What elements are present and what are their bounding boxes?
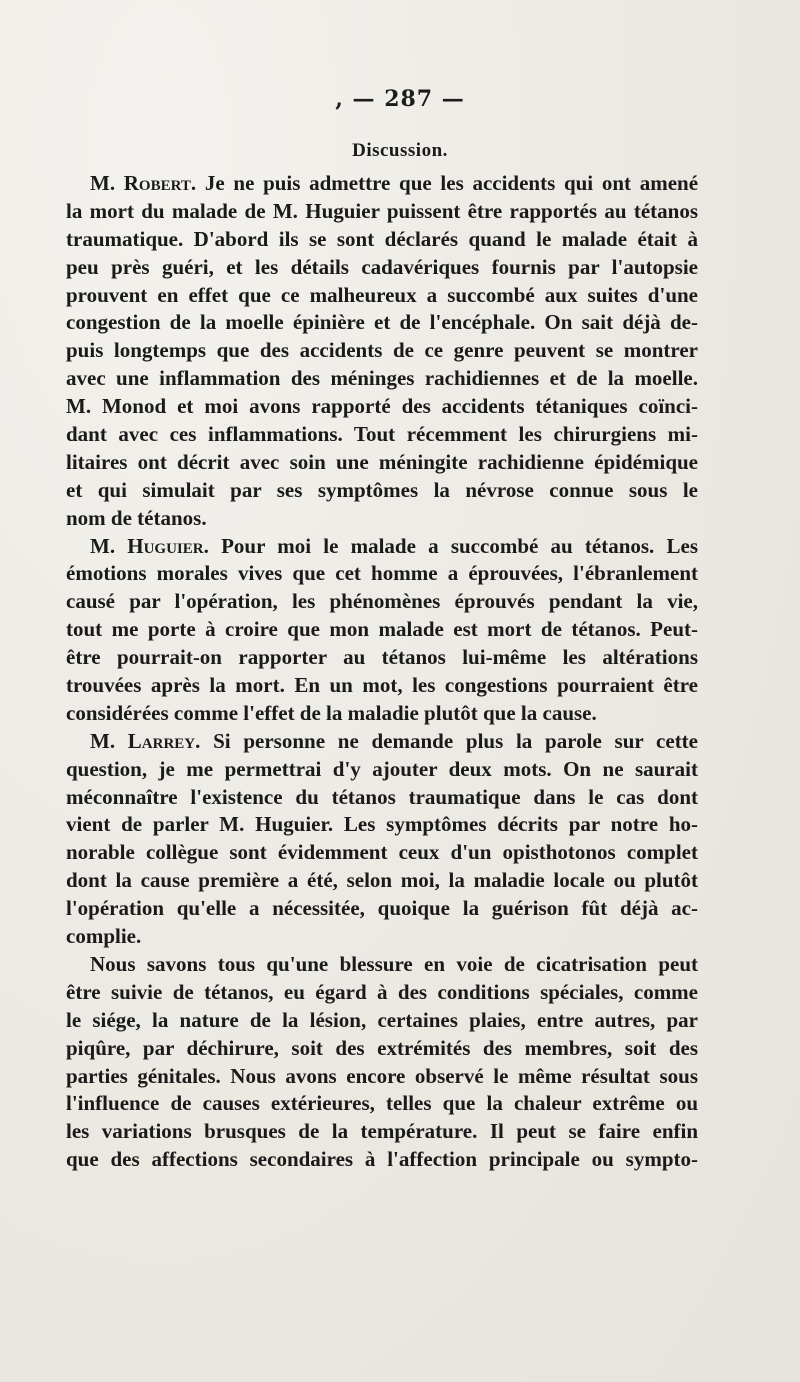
body-text — [66, 170, 698, 1174]
section-heading: Discussion. — [352, 140, 448, 161]
text-line: être pourrait-on rapporter au tétanos lui-même les altérations — [66, 645, 698, 670]
text-line: litaires ont décrit avec soin une méningite rachidienne épidémique — [66, 449, 698, 474]
text-line: le siége, la nature de la lésion, certaines plaies, entre autres, par — [66, 1007, 698, 1032]
text-line: la mort du malade de M. Huguier puissent être rapportés au tétanos — [66, 198, 698, 223]
text-line: dont la cause première a été, selon moi, la maladie locale ou plutôt — [66, 868, 698, 893]
paragraph-larrey — [66, 728, 698, 951]
text-line: les variations brusques de la température. Il peut se faire enfin — [66, 1119, 698, 1144]
text-line: complie. — [66, 924, 142, 949]
text-line: causé par l'opération, les phénomènes éprouvés pendant la vie, — [66, 589, 698, 614]
text-line: Nous savons tous qu'une blessure en voie de cicatrisation peut — [90, 951, 698, 976]
text-line: avec une inflammation des méninges rachidiennes et de la moelle. — [66, 366, 698, 391]
text-line: piqûre, par déchirure, soit des extrémités des membres, soit des — [66, 1035, 698, 1060]
text-line: M. Monod et moi avons rapporté des accidents tétaniques coïnci- — [66, 394, 698, 419]
speaker-name: M. Huguier. — [90, 533, 209, 558]
text-line: traumatique. D'abord ils se sont déclarés quand le malade était à — [66, 226, 698, 251]
text-line: trouvées après la mort. En un mot, les congestions pourraient être — [66, 673, 698, 698]
text-line: considérées comme l'effet de la maladie plutôt que la cause. — [66, 700, 597, 725]
text-line: être suivie de tétanos, eu égard à des conditions spéciales, comme — [66, 979, 698, 1004]
text-line: et qui simulait par ses symptômes la névrose connue sous le — [66, 477, 698, 502]
text-line: l'influence de causes extérieures, telles que la chaleur extrême ou — [66, 1091, 698, 1116]
text-line: M. Huguier. Pour moi le malade a succombé au tétanos. Les — [90, 533, 698, 558]
text-line: dant avec ces inflammations. Tout récemment les chirurgiens mi- — [66, 422, 698, 447]
speaker-name: M. Robert. — [90, 171, 197, 195]
text-line: nom de tétanos. — [66, 505, 207, 530]
paragraph-continuation — [66, 951, 698, 1174]
paragraph-huguier — [66, 533, 698, 728]
text-line: congestion de la moelle épinière et de l'encéphale. On sait déjà de- — [66, 310, 698, 335]
text-line: puis longtemps que des accidents de ce genre peuvent se montrer — [66, 338, 698, 363]
page-number: , — 287 — — [335, 86, 465, 112]
text-line: émotions morales vives que cet homme a éprouvées, l'ébranlement — [66, 561, 698, 586]
speaker-name: M. Larrey. — [90, 728, 201, 753]
text-line: l'opération qu'elle a nécessitée, quoique la guérison fût déjà ac- — [66, 896, 698, 921]
text-line: peu près guéri, et les détails cadavériques fournis par l'autopsie — [66, 254, 698, 279]
text-line: M. Robert. Je ne puis admettre que les accidents qui ont amené — [90, 171, 699, 195]
text-line: prouvent en effet que ce malheureux a succombé aux suites d'une — [66, 282, 698, 307]
text-line: M. Larrey. Si personne ne demande plus la parole sur cette — [90, 728, 699, 753]
text-line: question, je me permettrai d'y ajouter deux mots. On ne saurait — [66, 756, 698, 781]
text-line: norable collègue sont évidemment ceux d'un opisthotonos complet — [66, 840, 698, 865]
text-line: méconnaître l'existence du tétanos traumatique dans le cas dont — [66, 784, 698, 809]
text-line: tout me porte à croire que mon malade est mort de tétanos. Peut- — [66, 617, 698, 642]
text-line: que des affections secondaires à l'affection principale ou sympto- — [66, 1147, 698, 1172]
text-line: vient de parler M. Huguier. Les symptômes décrits par notre ho- — [66, 812, 698, 837]
text-line: parties génitales. Nous avons encore observé le même résultat sous — [66, 1063, 698, 1088]
paragraph-robert — [66, 170, 698, 533]
